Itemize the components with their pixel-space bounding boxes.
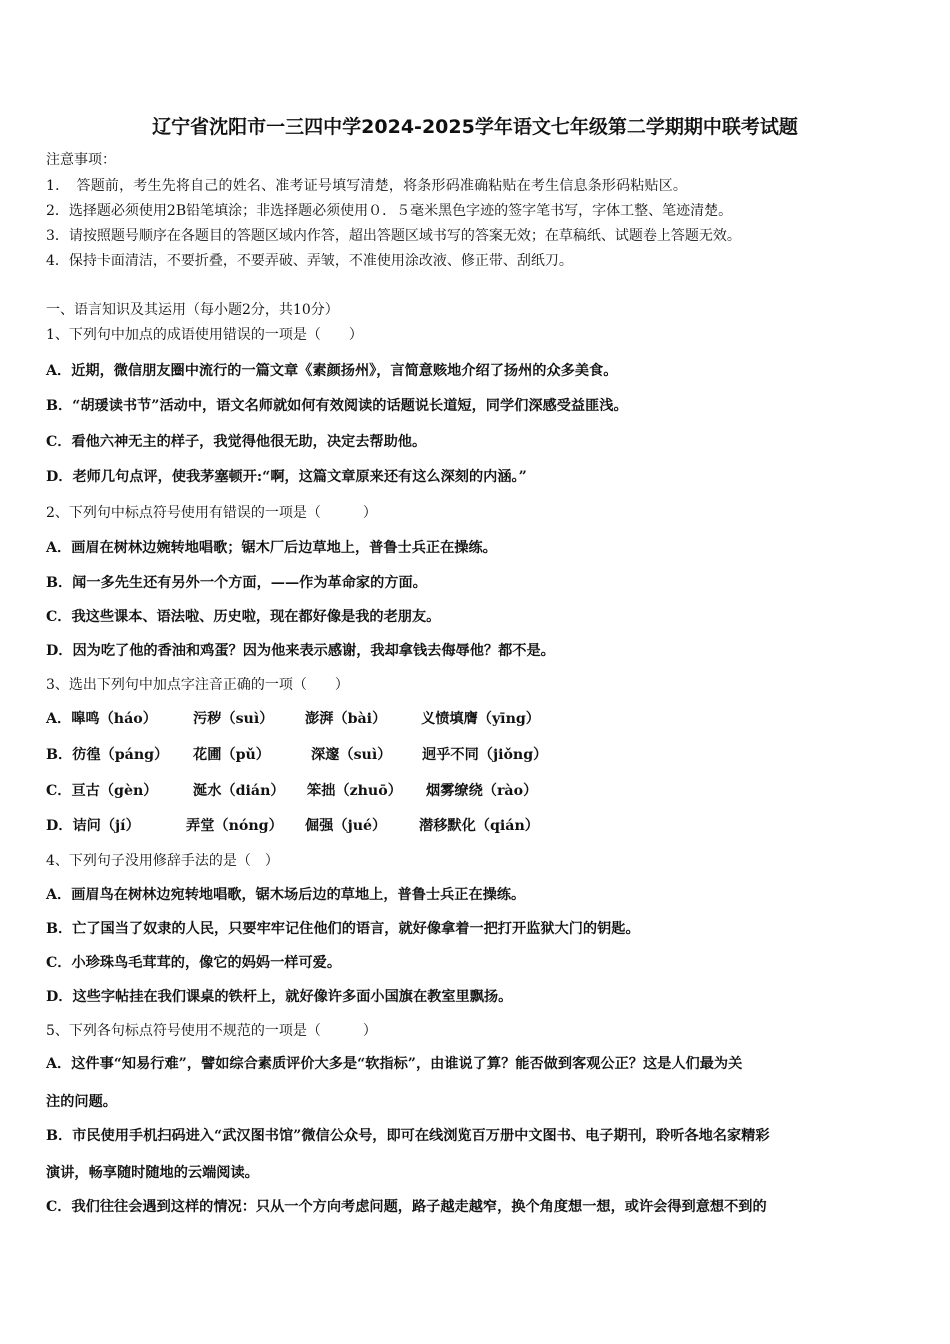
question-3-b-word-3: 深邃（suì） [311, 747, 392, 763]
question-3-a-word-1: A．嗥鸣（háo） [46, 711, 157, 727]
question-1-option-d: D．老师几句点评，使我茅塞顿开:“啊，这篇文章原来还有这么深刻的内涵。” [46, 469, 527, 485]
question-2-option-a: A．画眉在树林边婉转地唱歌；锯木厂后边草地上，普鲁士兵正在操练。 [46, 540, 497, 556]
question-5-option-a-line-2: 注的问题。 [46, 1094, 117, 1110]
question-3-stem: 3、选出下列句中加点字注音正确的一项（ ） [46, 677, 349, 693]
question-3-c-word-4: 烟雾缭绕（rào） [426, 783, 538, 799]
question-1-option-b: B．“胡瑗读书节”活动中，语文名师就如何有效阅读的话题说长道短，同学们深感受益匪浅。 [46, 398, 628, 414]
question-3-option-a [46, 708, 540, 728]
question-4-option-c: C．小珍珠鸟毛茸茸的，像它的妈妈一样可爱。 [46, 955, 342, 971]
question-1-option-c: C．看他六神无主的样子，我觉得他很无助，决定去帮助他。 [46, 434, 427, 450]
question-5-option-b-line-1: B．市民使用手机扫码进入“武汉图书馆”微信公众号，即可在线浏览百万册中文图书、电子期刊，聆听各地名家精彩 [46, 1128, 770, 1144]
question-3-option-c [46, 780, 537, 800]
question-3-b-word-4: 迥乎不同（jiǒng） [422, 747, 548, 763]
question-2-option-c: C．我这些课本、语法啦、历史啦，现在都好像是我的老朋友。 [46, 609, 441, 625]
question-3-a-word-2: 污秽（suì） [193, 711, 274, 727]
question-3-c-word-3: 笨拙（zhuō） [307, 783, 402, 799]
question-5-option-c-line-1: C．我们往往会遇到这样的情况：只从一个方向考虑问题，路子越走越窄，换个角度想一想，或许会得到意想不到的 [46, 1199, 767, 1215]
question-3-a-word-3: 澎湃（bài） [305, 711, 387, 727]
question-3-b-word-2: 花圃（pǔ） [193, 747, 270, 763]
question-5-stem: 5、下列各句标点符号使用不规范的一项是（ ） [46, 1023, 377, 1039]
question-4-option-a: A．画眉鸟在树林边宛转地唱歌，锯木场后边的草地上，普鲁士兵正在操练。 [46, 887, 526, 903]
question-5-option-a-line-1: A．这件事“知易行难”，譬如综合素质评价大多是“软指标”，由谁说了算？能否做到客观公正？这是人们最为关 [46, 1056, 743, 1072]
question-2-option-d: D．因为吃了他的香油和鸡蛋？因为他来表示感谢，我却拿钱去侮辱他？都不是。 [46, 643, 555, 659]
notice-item-2: 2．选择题必须使用2B铅笔填涂；非选择题必须使用０．５毫米黑色字迹的签字笔书写，字体工整、笔迹清楚。 [46, 203, 733, 219]
question-3-option-b [46, 744, 547, 764]
notice-heading: 注意事项： [46, 152, 116, 168]
question-1-option-a: A．近期，微信朋友圈中流行的一篇文章《素颜扬州》，言简意赅地介绍了扬州的众多美食。 [46, 363, 618, 379]
notice-item-4: 4．保持卡面清洁，不要折叠，不要弄破、弄皱，不准使用涂改液、修正带、刮纸刀。 [46, 253, 573, 269]
question-3-c-word-2: 涎水（dián） [193, 783, 285, 799]
question-2-option-b: B．闻一多先生还有另外一个方面，——作为革命家的方面。 [46, 575, 427, 591]
question-3-b-word-1: B．彷徨（páng） [46, 747, 169, 763]
question-3-d-word-3: 倔强（jué） [305, 818, 387, 834]
question-4-stem: 4、下列句子没用修辞手法的是（ ） [46, 853, 279, 869]
notice-item-3: 3．请按照题号顺序在各题目的答题区域内作答，超出答题区域书写的答案无效；在草稿纸、试题卷上答题无效。 [46, 228, 741, 244]
question-3-a-word-4: 义愤填膺（yīng） [421, 711, 540, 727]
question-5-option-b-line-2: 演讲，畅享随时随地的云端阅读。 [46, 1165, 259, 1181]
question-3-d-word-2: 弄堂（nóng） [186, 818, 283, 834]
question-3-d-word-1: D．诘问（jí） [46, 818, 140, 834]
question-3-option-d [46, 815, 539, 835]
question-3-c-word-1: C．亘古（gèn） [46, 783, 158, 799]
question-4-option-d: D．这些字帖挂在我们课桌的铁杆上，就好像许多面小国旗在教室里飘扬。 [46, 989, 513, 1005]
page-title: 辽宁省沈阳市一三四中学2024-2025学年语文七年级第二学期期中联考试题 [152, 116, 798, 138]
notice-item-1: 1． 答题前，考生先将自己的姓名、准考证号填写清楚，将条形码准确粘贴在考生信息条形码粘贴区。 [46, 178, 688, 194]
question-3-d-word-4: 潜移默化（qián） [419, 818, 539, 834]
question-2-stem: 2、下列句中标点符号使用有错误的一项是（ ） [46, 505, 377, 521]
question-4-option-b: B．亡了国当了奴隶的人民，只要牢牢记住他们的语言，就好像拿着一把打开监狱大门的钥匙。 [46, 921, 640, 937]
section-heading: 一、语言知识及其运用（每小题2分，共10分） [46, 302, 339, 318]
question-1-stem: 1、下列句中加点的成语使用错误的一项是（ ） [46, 327, 363, 343]
